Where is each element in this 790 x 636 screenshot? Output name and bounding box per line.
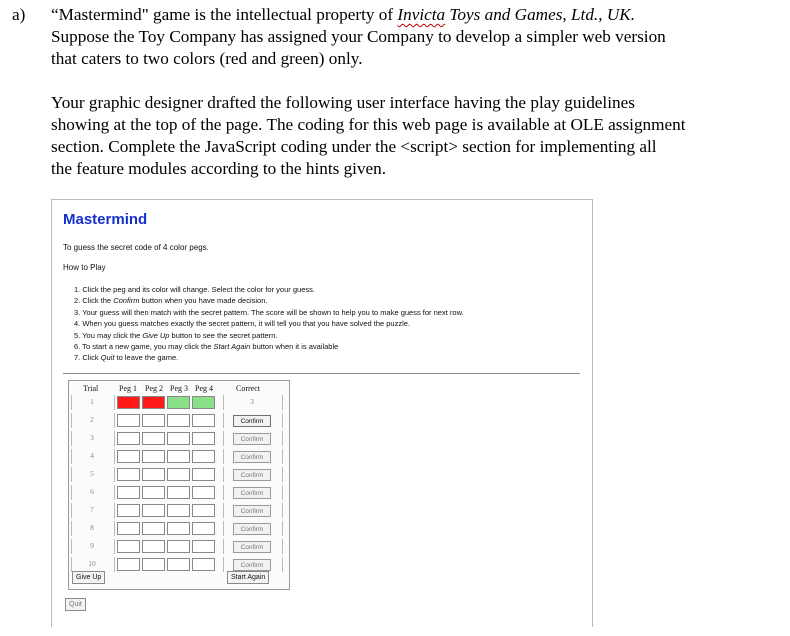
peg-2[interactable] <box>142 558 165 571</box>
question-line-1: “Mastermind" game is the intellectual property of Invicta Toys and Games, Ltd., UK. <box>51 5 635 24</box>
trial-number: 2 <box>90 415 94 424</box>
peg-1[interactable] <box>117 450 140 463</box>
correct-score: 3 <box>250 397 254 406</box>
trial-number: 9 <box>90 541 94 550</box>
app-title: Mastermind <box>63 211 148 228</box>
question-marker: a) <box>12 5 26 24</box>
guidelines-list <box>74 284 464 364</box>
quit-button[interactable]: Quit <box>65 598 86 611</box>
peg-2[interactable] <box>142 414 165 427</box>
confirm-button[interactable]: Confirm <box>233 433 271 445</box>
header-trial: Trial <box>83 384 99 393</box>
peg-1[interactable] <box>117 522 140 535</box>
header-peg-3: Peg 3 <box>170 384 188 393</box>
peg-4[interactable] <box>192 558 215 571</box>
peg-4[interactable] <box>192 522 215 535</box>
peg-1[interactable] <box>117 414 140 427</box>
trial-number: 6 <box>90 487 94 496</box>
trial-number: 3 <box>90 433 94 442</box>
peg-3[interactable] <box>167 558 190 571</box>
peg-2[interactable] <box>142 540 165 553</box>
peg-3[interactable] <box>167 486 190 499</box>
trial-number: 7 <box>90 505 94 514</box>
peg-1[interactable] <box>117 504 140 517</box>
peg-3[interactable] <box>167 432 190 445</box>
guideline-5: 5. You may click the Give Up button to see the secret pattern. <box>74 330 278 340</box>
peg-3[interactable] <box>167 540 190 553</box>
how-to-play-heading: How to Play <box>63 263 106 272</box>
peg-3[interactable] <box>167 468 190 481</box>
p2-line-2: showing at the top of the page. The coding for this web page is available at OLE assignment <box>51 115 686 134</box>
peg-3[interactable] <box>167 450 190 463</box>
mastermind-screenshot <box>51 199 593 627</box>
header-peg-1: Peg 1 <box>119 384 137 393</box>
peg-4[interactable] <box>192 504 215 517</box>
peg-1[interactable] <box>117 558 140 571</box>
header-peg-2: Peg 2 <box>145 384 163 393</box>
peg-1[interactable] <box>117 540 140 553</box>
peg-4[interactable] <box>192 486 215 499</box>
peg-4[interactable] <box>192 468 215 481</box>
peg-1[interactable] <box>117 396 140 409</box>
peg-4[interactable] <box>192 396 215 409</box>
p2-line-4: the feature modules according to the hints given. <box>51 159 387 178</box>
confirm-button[interactable]: Confirm <box>233 415 271 427</box>
confirm-button[interactable]: Confirm <box>233 523 271 535</box>
intro-text: To guess the secret code of 4 color pegs. <box>63 243 209 252</box>
give-up-button[interactable]: Give Up <box>72 571 105 584</box>
peg-4[interactable] <box>192 432 215 445</box>
question-line-3: that caters to two colors (red and green) only. <box>51 49 363 68</box>
trial-number: 1 <box>90 397 94 406</box>
trial-number: 8 <box>90 523 94 532</box>
game-board <box>68 380 290 590</box>
peg-2[interactable] <box>142 450 165 463</box>
peg-1[interactable] <box>117 432 140 445</box>
p2-line-1: Your graphic designer drafted the following user interface having the play guidelines <box>51 93 635 112</box>
confirm-button[interactable]: Confirm <box>233 559 271 571</box>
peg-1[interactable] <box>117 486 140 499</box>
guideline-4: 4. When you guess matches exactly the secret pattern, it will tell you that you have solved the puzzle. <box>74 319 411 329</box>
trial-number: 10 <box>88 559 96 568</box>
start-again-button[interactable]: Start Again <box>227 571 269 584</box>
p2-line-3: section. Complete the JavaScript coding under the <script> section for implementing all <box>51 137 657 156</box>
peg-3[interactable] <box>167 396 190 409</box>
confirm-button[interactable]: Confirm <box>233 541 271 553</box>
trial-number: 5 <box>90 469 94 478</box>
peg-1[interactable] <box>117 468 140 481</box>
peg-2[interactable] <box>142 486 165 499</box>
confirm-button[interactable]: Confirm <box>233 487 271 499</box>
trial-number: 4 <box>90 451 94 460</box>
peg-2[interactable] <box>142 522 165 535</box>
guideline-2: 2. Click the Confirm button when you have made decision. <box>74 296 268 306</box>
peg-3[interactable] <box>167 414 190 427</box>
guideline-1: 1. Click the peg and its color will change. Select the color for your guess. <box>74 285 315 294</box>
peg-3[interactable] <box>167 522 190 535</box>
peg-2[interactable] <box>142 504 165 517</box>
company-name: Invicta <box>397 5 446 24</box>
peg-4[interactable] <box>192 450 215 463</box>
guideline-6: 6. To start a new game, you may click the Start Again button when it is available <box>74 342 339 352</box>
question-line-2: Suppose the Toy Company has assigned your Company to develop a simpler web version <box>51 27 666 46</box>
guideline-7: 7. Click Quit to leave the game. <box>74 353 179 363</box>
peg-2[interactable] <box>142 432 165 445</box>
divider <box>63 373 580 374</box>
peg-2[interactable] <box>142 468 165 481</box>
peg-4[interactable] <box>192 540 215 553</box>
confirm-button[interactable]: Confirm <box>233 505 271 517</box>
header-peg-4: Peg 4 <box>195 384 213 393</box>
confirm-button[interactable]: Confirm <box>233 451 271 463</box>
peg-4[interactable] <box>192 414 215 427</box>
guideline-3: 3. Your guess will then match with the secret pattern. The score will be shown to help you to make guess for next row. <box>74 307 464 317</box>
peg-2[interactable] <box>142 396 165 409</box>
confirm-button[interactable]: Confirm <box>233 469 271 481</box>
header-correct: Correct <box>236 384 260 393</box>
peg-3[interactable] <box>167 504 190 517</box>
